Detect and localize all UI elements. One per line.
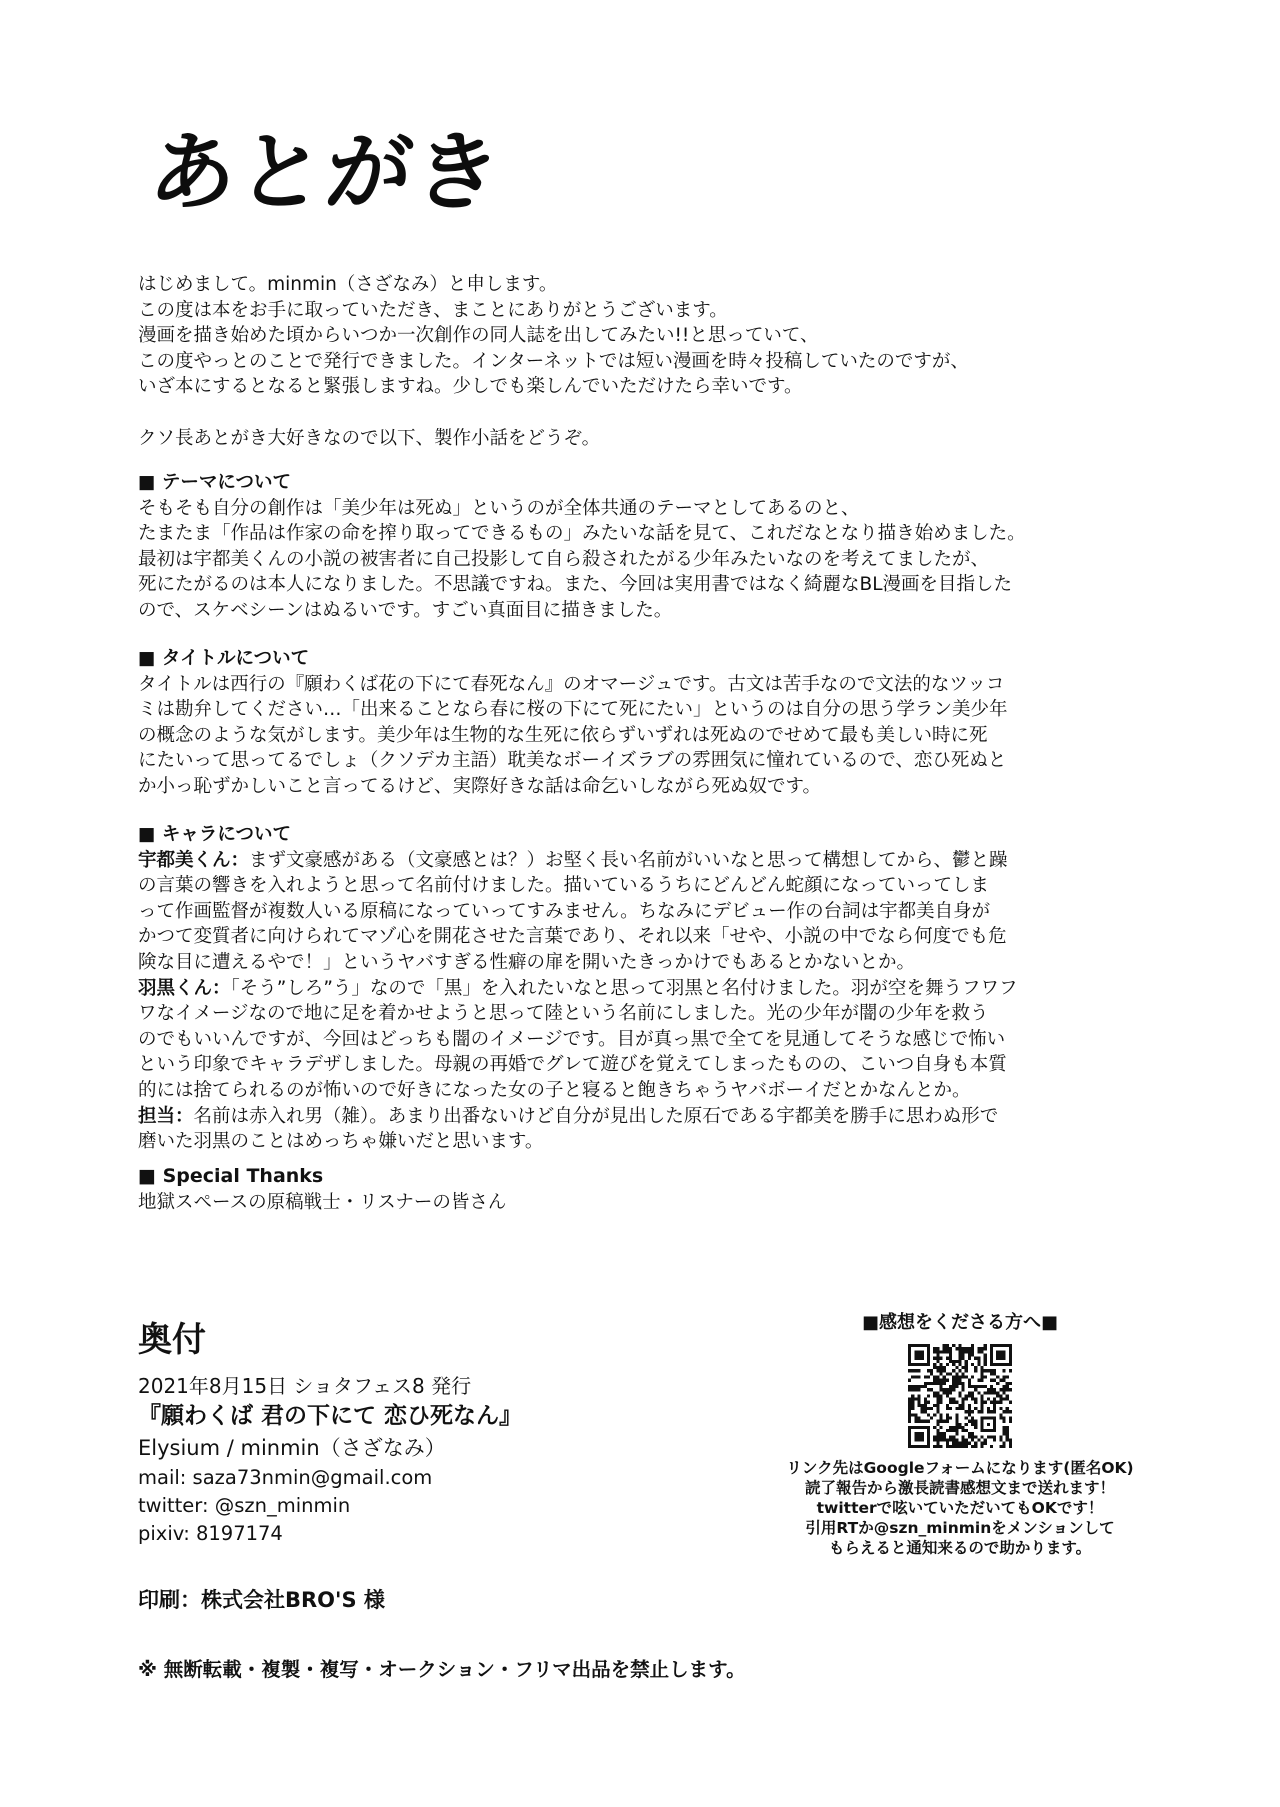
section-line: タイトルは西行の『願わくば花の下にて春死なん』のオマージュです。古文は苦手なので文法的なツッコ xyxy=(138,673,1005,695)
intro-block xyxy=(138,272,1178,451)
work-title: 『願わくば 君の下にて 恋ひ死なん』 xyxy=(138,1403,523,1429)
section-line: 最初は宇都美くんの小説の被害者に自己投影して自ら殺されたがる少年みたいなのを考えてましたが、 xyxy=(138,548,990,570)
colophon-heading: 奥付 xyxy=(138,1320,206,1360)
feedback-line: twitterで呟いていただいてもOKです！ xyxy=(816,1499,1104,1517)
section-line: そもそも自分の創作は「美少年は死ぬ」というのが全体共通のテーマとしてあるのと、 xyxy=(138,497,860,519)
section-line: 的には捨てられるのが怖いので好きになった女の子と寝ると飽きちゃうヤバボーイだとかなんとか。 xyxy=(138,1079,971,1101)
character-name: 羽黒くん： xyxy=(138,977,231,999)
feedback-heading: ■感想をくださる方へ■ xyxy=(861,1312,1058,1333)
character-entry-haguro xyxy=(138,976,1178,1002)
section-line: ミは勘弁してください…「出来ることなら春に桜の下にて死にたい」というのは自分の思う学ラン美少年 xyxy=(138,699,1008,721)
intro-line: この度は本をお手に取っていただき、まことにありがとうございます。 xyxy=(138,299,728,321)
feedback-line: 読了報告から激長読書感想文まで送れます！ xyxy=(804,1479,1115,1497)
section-special-thanks xyxy=(138,1164,1178,1215)
section-line: の言葉の響きを入れようと思って名前付けました。描いているうちにどんどん蛇顔になっていってしま xyxy=(138,875,990,897)
feedback-line: もらえると通知来るので助かります。 xyxy=(828,1539,1092,1557)
colophon xyxy=(138,1320,758,1548)
section-heading: ■ テーマについて xyxy=(138,472,292,493)
character-name: 担当： xyxy=(138,1105,194,1127)
qr-code-container[interactable] xyxy=(760,1344,1160,1448)
spacer xyxy=(138,400,1178,426)
character-text: まず文豪感がある（文豪感とは？）お堅く長い名前がいいなと思って構想してから、鬱と躁 xyxy=(249,849,1008,871)
circle-name: Elysium / minmin（さざなみ） xyxy=(138,1436,446,1460)
section-line: ので、スケベシーンはぬるいです。すごい真面目に描きました。 xyxy=(138,599,673,621)
thanks-text: 地獄スペースの原稿戦士・リスナーの皆さん xyxy=(138,1191,507,1213)
contact-mail: mail: saza73nmin@gmail.com xyxy=(138,1466,433,1489)
character-text: 「そう”しろ”う」なので「黒」を入れたいなと思って羽黒と名付けました。羽が空を舞うフワフ xyxy=(230,977,1018,999)
feedback-line: リンク先はGoogleフォームになります(匿名OK) xyxy=(786,1459,1134,1477)
feedback-line: 引用RTか@szn_minminをメンションして xyxy=(805,1519,1115,1537)
contact-pixiv: pixiv: 8197174 xyxy=(138,1522,283,1545)
section-line: 死にたがるのは本人になりました。不思議ですね。また、今回は実用書ではなく綺麗なBL漫画を目指した xyxy=(138,574,1013,596)
character-entry-utsumi xyxy=(138,848,1178,874)
publish-date: 2021年8月15日 ショタフェス8 発行 xyxy=(138,1374,472,1398)
section-line: のでもいいんですが、今回はどっちも闇のイメージです。目が真っ黒で全てを見通してそうな感じで怖い xyxy=(138,1028,1006,1050)
qr-code-icon[interactable] xyxy=(908,1344,1012,1448)
section-heading: ■ Special Thanks xyxy=(138,1165,324,1187)
contact-twitter: twitter: @szn_minmin xyxy=(138,1494,351,1517)
section-line: の概念のような気がします。美少年は生物的な生死に依らずいずれは死ぬのでせめて最も美しい時に死 xyxy=(138,724,988,746)
section-line: か小っ恥ずかしいこと言ってるけど、実際好きな話は命乞いしながら死ぬ奴です。 xyxy=(138,775,822,797)
character-entry-tanto xyxy=(138,1104,1178,1130)
printer-info: 印刷：株式会社BRO'S 様 xyxy=(138,1588,385,1612)
section-line: にたいって思ってるでしょ（クソデカ主語）耽美なボーイズラブの雰囲気に憧れているので、恋ひ死ぬと xyxy=(138,750,1007,772)
intro-line: はじめまして。minmin（さざなみ）と申します。 xyxy=(138,274,558,295)
intro-line: いざ本にするとなると緊張しますね。少しでも楽しんでいただけたら幸いです。 xyxy=(138,376,803,398)
section-line: かつて変質者に向けられてマゾ心を開花させた言葉であり、それ以来「せや、小説の中でなら何度でも危 xyxy=(138,926,1007,948)
section-line: って作画監督が複数人いる原稿になっていってすみません。ちなみにデビュー作の台詞は宇都美自身が xyxy=(138,900,991,922)
section-line: ワなイメージなので地に足を着かせようと思って陸という名前にしました。光の少年が闇の少年を救う xyxy=(138,1003,989,1025)
section-title xyxy=(138,646,1178,800)
section-line: たまたま「作品は作家の命を搾り取ってできるもの」みたいな話を見て、これだなとなり描き始めました。 xyxy=(138,523,1026,545)
section-line: 磨いた羽黒のことはめっちゃ嫌いだと思います。 xyxy=(138,1131,544,1153)
intro-line: この度やっとのことで発行できました。インターネットでは短い漫画を時々投稿していたのですが、 xyxy=(138,350,969,372)
section-line: 険な目に遭えるやで！」というヤバすぎる性癖の扉を開いたきっかけでもあるとかないとか。 xyxy=(138,951,916,973)
intro-line: 漫画を描き始めた頃からいつか一次創作の同人誌を出してみたい!!と思っていて、 xyxy=(138,325,819,347)
section-heading: ■ タイトルについて xyxy=(138,648,310,669)
section-theme xyxy=(138,470,1178,624)
copyright-notice: ※ 無断転載・複製・複写・オークション・フリマ出品を禁止します。 xyxy=(138,1658,746,1681)
character-text: 名前は赤入れ男（雑）。あまり出番ないけど自分が見出した原石である宇都美を勝手に思わぬ形で xyxy=(193,1105,999,1127)
feedback-box xyxy=(760,1308,1160,1558)
page-title: あとがき xyxy=(144,123,508,223)
intro-closing: クソ長あとがき大好きなので以下、製作小話をどうぞ。 xyxy=(138,427,601,449)
section-characters xyxy=(138,822,1178,1155)
section-heading: ■ キャラについて xyxy=(138,824,292,845)
section-line: という印象でキャラデザしました。母親の再婚でグレて遊びを覚えてしまったものの、こいつ自身も本質 xyxy=(138,1054,1007,1076)
character-name: 宇都美くん： xyxy=(138,849,250,871)
